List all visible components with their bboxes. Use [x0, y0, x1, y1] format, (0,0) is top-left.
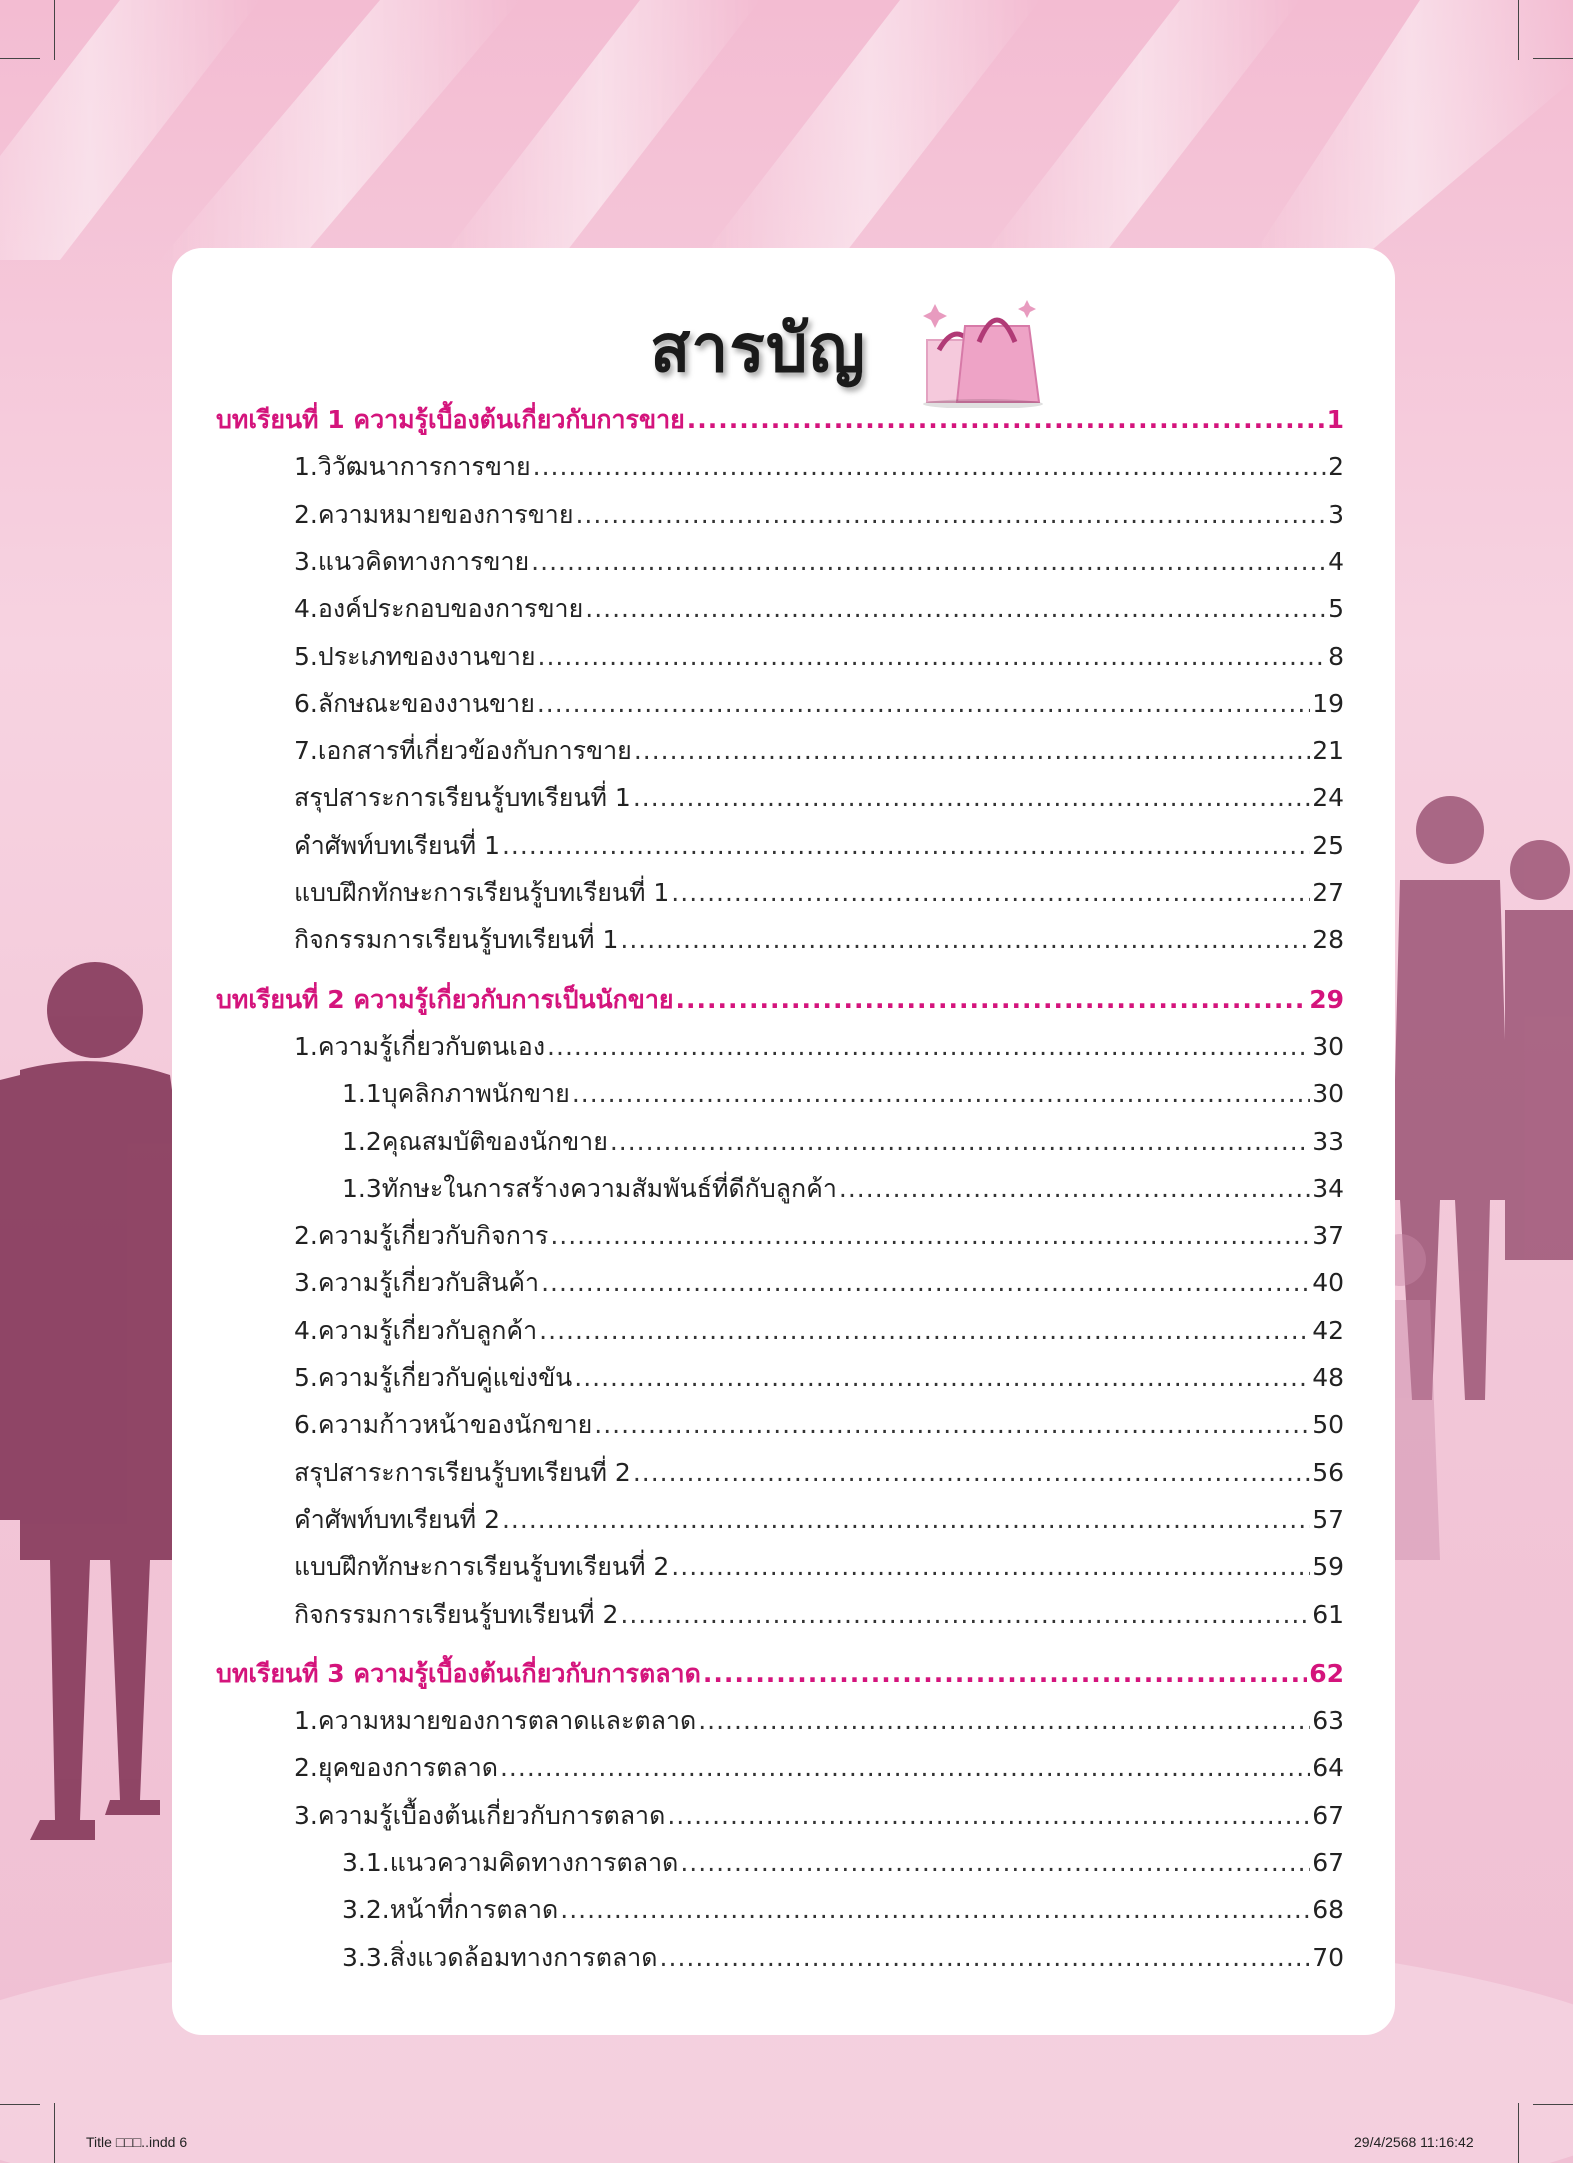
toc-label: ความรู้เกี่ยวกับสินค้า — [317, 1268, 540, 1298]
toc-row[interactable] — [294, 1796, 1344, 1836]
toc-row[interactable] — [294, 778, 1344, 818]
toc-page-number: 50 — [1312, 1410, 1344, 1440]
toc-leader-dots — [667, 1801, 1310, 1830]
toc-page-number: 1 — [1326, 405, 1344, 434]
toc-row[interactable] — [294, 1405, 1344, 1445]
crop-mark — [54, 0, 55, 60]
toc-row[interactable] — [294, 873, 1344, 913]
toc-label: ความรู้เกี่ยวกับคู่แข่งขัน — [317, 1363, 573, 1392]
toc-leader-dots — [531, 547, 1326, 576]
toc-row[interactable] — [342, 1890, 1344, 1930]
toc-row[interactable] — [294, 826, 1344, 866]
toc-page-number: 62 — [1309, 1658, 1344, 1688]
toc-label: แนวคิดทางการขาย — [317, 546, 530, 576]
toc-leader-dots — [502, 1505, 1310, 1534]
toc-page-number: 34 — [1312, 1173, 1344, 1203]
toc-leader-dots — [585, 594, 1326, 623]
toc-row[interactable] — [294, 1027, 1344, 1067]
toc-row[interactable] — [294, 1263, 1344, 1303]
toc-label: กิจกรรมการเรียนรู้บทเรียนที่ 2 — [294, 1599, 619, 1629]
toc-leader-dots — [633, 1458, 1310, 1487]
toc-number: 3. — [294, 546, 318, 576]
toc-page-number: 19 — [1312, 688, 1344, 718]
toc-page-number: 3 — [1328, 499, 1344, 529]
toc-number: 6. — [294, 688, 318, 718]
light-stripes — [0, 0, 1573, 260]
toc-label: กิจกรรมการเรียนรู้บทเรียนที่ 1 — [294, 925, 619, 955]
toc-leader-dots — [680, 1848, 1310, 1877]
toc-leader-dots — [550, 1221, 1310, 1250]
silhouette-left — [0, 962, 172, 1840]
toc-number: 3. — [294, 1800, 318, 1830]
toc-label: สรุปสาระการเรียนรู้บทเรียนที่ 2 — [294, 1457, 631, 1487]
toc-page-number: 5 — [1328, 594, 1344, 624]
toc-page-number: 68 — [1312, 1895, 1344, 1925]
toc-leader-dots — [633, 783, 1310, 812]
toc-row[interactable] — [294, 1547, 1344, 1587]
toc-row[interactable] — [294, 495, 1344, 535]
toc-label: บทเรียนที่ 3 ความรู้เบื้องต้นเกี่ยวกับการตลาด — [216, 1658, 701, 1688]
toc-leader-dots — [500, 1753, 1310, 1782]
toc-leader-dots — [572, 1079, 1310, 1108]
toc-leader-dots — [676, 985, 1308, 1014]
toc-page-number: 56 — [1312, 1457, 1344, 1487]
toc-number: 5. — [294, 1363, 318, 1392]
toc-label: ลักษณะของงานขาย — [317, 688, 535, 718]
toc-number: 5. — [294, 641, 318, 671]
toc-page-number: 30 — [1312, 1079, 1344, 1109]
toc-number: 3.3. — [342, 1942, 390, 1972]
crop-mark — [1533, 2104, 1573, 2105]
toc-page-number: 30 — [1312, 1031, 1344, 1061]
toc-page-number: 61 — [1312, 1599, 1344, 1629]
toc-page-number: 40 — [1312, 1268, 1344, 1298]
toc-label: ความรู้เกี่ยวกับลูกค้า — [317, 1315, 538, 1345]
toc-leader-dots — [547, 1032, 1310, 1061]
crop-mark — [1533, 58, 1573, 59]
toc-leader-dots — [539, 1316, 1310, 1345]
toc-label: คุณสมบัติของนักขาย — [381, 1126, 608, 1156]
toc-number: 2. — [294, 499, 318, 529]
toc-page-number: 42 — [1312, 1315, 1344, 1345]
toc-leader-dots — [620, 1600, 1310, 1629]
toc-page-number: 28 — [1312, 925, 1344, 955]
toc-row[interactable] — [294, 542, 1344, 582]
toc-row[interactable] — [294, 731, 1344, 771]
toc-card — [172, 248, 1395, 2035]
toc-page-number: 27 — [1312, 878, 1344, 907]
toc-label: คำศัพท์บทเรียนที่ 1 — [294, 830, 500, 860]
toc-row[interactable] — [342, 1843, 1344, 1883]
toc-row[interactable] — [294, 1453, 1344, 1493]
toc-page-number: 2 — [1328, 452, 1344, 482]
toc-label: คำศัพท์บทเรียนที่ 2 — [294, 1504, 500, 1534]
toc-label: เอกสารที่เกี่ยวข้องกับการขาย — [317, 736, 632, 766]
toc-page-number: 70 — [1312, 1942, 1344, 1972]
toc-leader-dots — [620, 925, 1310, 954]
toc-label: สิ่งแวดล้อมทางการตลาด — [389, 1942, 658, 1972]
toc-row[interactable] — [342, 1169, 1344, 1209]
toc-label: แนวความคิดทางการตลาด — [389, 1848, 679, 1877]
toc-leader-dots — [671, 1552, 1310, 1581]
toc-row[interactable] — [342, 1122, 1344, 1162]
toc-chapter-row[interactable] — [216, 1654, 1344, 1694]
toc-label: ความหมายของการตลาดและตลาด — [317, 1706, 697, 1736]
toc-number: 6. — [294, 1410, 318, 1440]
toc-leader-dots — [533, 452, 1326, 481]
toc-label: ความหมายของการขาย — [317, 499, 574, 529]
toc-page-number: 64 — [1312, 1753, 1344, 1783]
crop-mark — [0, 2104, 40, 2105]
toc-label: หน้าที่การตลาด — [389, 1895, 559, 1925]
toc-page-number: 21 — [1312, 736, 1344, 766]
toc-page-number: 4 — [1328, 546, 1344, 576]
toc-chapter-row[interactable] — [216, 400, 1344, 440]
toc-label: ประเภทของงานขาย — [317, 641, 536, 671]
toc-leader-dots — [538, 642, 1327, 671]
toc-label: ความรู้เกี่ยวกับตนเอง — [317, 1031, 546, 1061]
toc-leader-dots — [502, 831, 1310, 860]
toc-row[interactable] — [294, 637, 1344, 677]
toc-number: 4. — [294, 594, 318, 624]
toc-page-number: 25 — [1312, 830, 1344, 860]
toc-label: บุคลิกภาพนักขาย — [381, 1079, 570, 1109]
toc-number: 3. — [294, 1268, 318, 1298]
shopping-bag-icon — [917, 298, 1047, 412]
toc-page-number: 57 — [1312, 1504, 1344, 1534]
toc-number: 1. — [294, 452, 318, 482]
toc-chapter-row[interactable] — [216, 980, 1344, 1020]
crop-mark — [0, 58, 40, 59]
crop-mark — [1518, 0, 1519, 60]
toc-page-number: 37 — [1312, 1221, 1344, 1251]
toc-label: บทเรียนที่ 1 ความรู้เบื้องต้นเกี่ยวกับการขาย — [216, 405, 685, 434]
toc-label: องค์ประกอบของการขาย — [317, 594, 584, 624]
toc-page-number: 29 — [1309, 984, 1344, 1014]
toc-number: 1. — [294, 1706, 318, 1736]
toc-label: ความรู้เบื้องต้นเกี่ยวกับการตลาด — [317, 1800, 666, 1830]
toc-leader-dots — [671, 878, 1310, 907]
toc-leader-dots — [537, 689, 1310, 718]
toc-page-number: 33 — [1312, 1126, 1344, 1156]
crop-mark — [54, 2103, 55, 2163]
toc-leader-dots — [541, 1268, 1310, 1297]
toc-page-number: 59 — [1312, 1552, 1344, 1582]
slug-timestamp: 29/4/2568 11:16:42 — [1354, 2134, 1474, 2150]
slug-file: Title □□□..indd 6 — [86, 2134, 188, 2150]
toc-leader-dots — [610, 1127, 1310, 1156]
toc-label: แบบฝึกทักษะการเรียนรู้บทเรียนที่ 1 — [294, 878, 670, 907]
toc-row[interactable] — [294, 447, 1344, 487]
toc-row[interactable] — [294, 1701, 1344, 1741]
toc-leader-dots — [703, 1659, 1307, 1688]
toc-row[interactable] — [342, 1938, 1344, 1978]
toc-leader-dots — [660, 1943, 1311, 1972]
toc-number: 1. — [294, 1031, 318, 1061]
toc-row[interactable] — [294, 1748, 1344, 1788]
toc-row[interactable] — [294, 1500, 1344, 1540]
toc-leader-dots — [839, 1174, 1310, 1203]
toc-row[interactable] — [294, 1216, 1344, 1256]
title-block — [172, 288, 1395, 408]
crop-mark — [1518, 2103, 1519, 2163]
toc-leader-dots — [594, 1410, 1310, 1439]
toc-page-number: 24 — [1312, 783, 1344, 813]
toc-number: 3.2. — [342, 1895, 390, 1925]
toc-leader-dots — [575, 500, 1326, 529]
page-title: สารบัญ — [650, 310, 866, 387]
toc-page-number: 67 — [1312, 1800, 1344, 1830]
toc-label: สรุปสาระการเรียนรู้บทเรียนที่ 1 — [294, 783, 631, 813]
toc-leader-dots — [634, 736, 1310, 765]
toc-row[interactable] — [294, 1358, 1344, 1398]
toc-number: 1.1 — [342, 1079, 382, 1109]
toc-number: 3.1. — [342, 1848, 390, 1877]
toc-row[interactable] — [294, 1595, 1344, 1635]
toc-label: วิวัฒนาการการขาย — [317, 452, 531, 482]
toc-leader-dots — [698, 1706, 1310, 1735]
toc-label: บทเรียนที่ 2 ความรู้เกี่ยวกับการเป็นนักขาย — [216, 984, 674, 1014]
toc-leader-dots — [560, 1895, 1310, 1924]
toc-page-number: 63 — [1312, 1706, 1344, 1736]
toc-label: ความก้าวหน้าของนักขาย — [317, 1410, 593, 1440]
toc-row[interactable] — [294, 1311, 1344, 1351]
toc-page-number: 8 — [1328, 641, 1344, 671]
toc-number: 2. — [294, 1753, 318, 1783]
toc-row[interactable] — [294, 920, 1344, 960]
toc-leader-dots — [687, 405, 1325, 434]
toc-row[interactable] — [294, 589, 1344, 629]
toc-row[interactable] — [342, 1074, 1344, 1114]
toc-label: แบบฝึกทักษะการเรียนรู้บทเรียนที่ 2 — [294, 1552, 670, 1582]
toc-label: ยุคของการตลาด — [317, 1753, 498, 1783]
toc-number: 4. — [294, 1315, 318, 1345]
toc-page-number: 48 — [1312, 1363, 1344, 1392]
toc-number: 2. — [294, 1221, 318, 1251]
toc-number: 1.2 — [342, 1126, 382, 1156]
toc-number: 7. — [294, 736, 318, 766]
toc-row[interactable] — [294, 684, 1344, 724]
toc-page-number: 67 — [1312, 1848, 1344, 1877]
toc-number: 1.3 — [342, 1173, 382, 1203]
toc-label: ความรู้เกี่ยวกับกิจการ — [317, 1221, 549, 1251]
toc-leader-dots — [574, 1363, 1310, 1392]
toc-label: ทักษะในการสร้างความสัมพันธ์ที่ดีกับลูกค้า — [381, 1173, 837, 1203]
